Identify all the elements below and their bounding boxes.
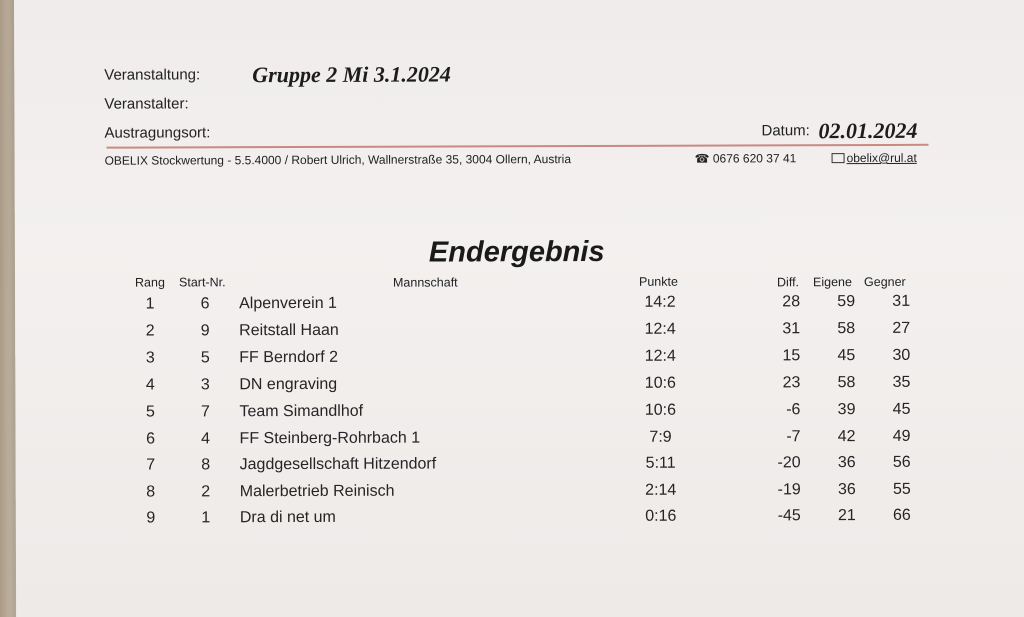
- diff-cell: -45: [777, 507, 801, 525]
- phone-contact: [695, 151, 797, 165]
- rank-cell: 7: [146, 456, 156, 474]
- own-cell: 45: [837, 347, 856, 365]
- team-cell: Dra di net um: [239, 508, 336, 527]
- own-cell: 58: [837, 320, 856, 338]
- diff-cell: 31: [782, 320, 801, 338]
- rank-cell: 6: [146, 430, 156, 448]
- own-cell: 39: [837, 401, 856, 419]
- own-cell: 59: [837, 293, 856, 311]
- opp-cell: 31: [892, 292, 911, 310]
- col-header-points: Punkte: [638, 274, 678, 289]
- table-row: [15, 320, 1015, 349]
- start-cell: 4: [201, 430, 211, 448]
- opp-cell: 27: [892, 319, 911, 337]
- team-cell: Jagdgesellschaft Hitzendorf: [239, 455, 437, 474]
- team-cell: Malerbetrieb Reinisch: [239, 482, 395, 501]
- table-row: [16, 428, 1016, 457]
- table-row: [16, 507, 1016, 536]
- phone-number: 0676 620 37 41: [712, 151, 797, 166]
- points-cell: 14:2: [644, 293, 676, 311]
- diff-cell: 28: [782, 293, 801, 311]
- start-cell: 2: [201, 483, 211, 501]
- results-sheet: [14, 0, 1024, 617]
- rank-cell: 5: [145, 403, 155, 421]
- points-cell: 10:6: [644, 401, 677, 419]
- mail-icon: [832, 153, 845, 163]
- own-cell: 58: [837, 374, 856, 392]
- own-cell: 36: [837, 481, 856, 499]
- opp-cell: 55: [892, 480, 911, 498]
- team-cell: Alpenverein 1: [239, 294, 337, 313]
- start-cell: 9: [200, 322, 210, 340]
- points-cell: 5:11: [645, 454, 676, 472]
- table-row: [16, 481, 1016, 510]
- col-header-own: Eigene: [812, 275, 852, 290]
- diff-cell: 23: [782, 374, 801, 392]
- event-label: Veranstaltung:: [104, 66, 201, 84]
- start-cell: 6: [200, 295, 210, 313]
- software-info: OBELIX Stockwertung - 5.5.4000 / Robert Ulrich, Wallnerstraße 35, 3004 Ollern, Austria: [104, 152, 572, 168]
- table-row: [15, 293, 1015, 322]
- opp-cell: 35: [892, 373, 911, 391]
- rank-cell: 9: [146, 509, 156, 527]
- col-header-opp: Gegner: [863, 274, 906, 290]
- col-header-start: Start-Nr.: [178, 275, 226, 290]
- own-cell: 21: [837, 507, 856, 525]
- team-cell: Team Simandlhof: [239, 402, 364, 421]
- team-cell: FF Berndorf 2: [239, 348, 338, 367]
- points-cell: 7:9: [649, 428, 672, 446]
- team-cell: DN engraving: [239, 375, 338, 394]
- venue-label: Austragungsort:: [104, 124, 211, 142]
- points-cell: 2:14: [645, 481, 677, 499]
- rank-cell: 3: [145, 349, 155, 367]
- diff-cell: -7: [786, 428, 801, 446]
- opp-cell: 56: [892, 453, 911, 471]
- points-cell: 10:6: [644, 374, 676, 392]
- points-cell: 0:16: [645, 507, 677, 525]
- rank-cell: 8: [146, 483, 156, 501]
- team-cell: Reitstall Haan: [239, 321, 339, 340]
- event-value: Gruppe 2 Mi 3.1.2024: [252, 61, 451, 88]
- header-divider: [107, 144, 929, 149]
- col-header-rank: Rang: [134, 275, 165, 290]
- page-title: Endergebnis: [428, 235, 605, 269]
- email-contact: [832, 151, 917, 165]
- col-header-diff: Diff.: [776, 275, 800, 290]
- organizer-label: Veranstalter:: [104, 95, 189, 113]
- opp-cell: 45: [892, 400, 911, 418]
- email-link[interactable]: obelix@rul.at: [846, 150, 917, 166]
- own-cell: 42: [837, 428, 856, 446]
- rank-cell: 1: [145, 295, 155, 313]
- table-row: [15, 401, 1015, 430]
- date-value: 02.01.2024: [818, 117, 918, 144]
- opp-cell: 30: [892, 346, 911, 364]
- start-cell: 7: [200, 403, 210, 421]
- rank-cell: 2: [145, 322, 155, 340]
- diff-cell: 15: [782, 347, 801, 365]
- team-cell: FF Steinberg-Rohrbach 1: [239, 429, 421, 448]
- date-label: Datum:: [761, 122, 810, 140]
- opp-cell: 49: [892, 427, 911, 445]
- table-row: [16, 454, 1016, 483]
- diff-cell: -6: [786, 401, 801, 419]
- start-cell: 3: [200, 376, 210, 394]
- diff-cell: -19: [777, 481, 801, 499]
- own-cell: 36: [837, 454, 856, 472]
- start-cell: 5: [200, 349, 210, 367]
- start-cell: 8: [201, 456, 211, 474]
- diff-cell: -20: [777, 454, 801, 472]
- table-row: [15, 374, 1015, 403]
- start-cell: 1: [201, 509, 211, 527]
- col-header-team: Mannschaft: [392, 275, 458, 290]
- opp-cell: 66: [892, 506, 911, 524]
- points-cell: 12:4: [644, 320, 676, 338]
- phone-icon: ☎: [694, 151, 710, 166]
- rank-cell: 4: [145, 376, 155, 394]
- points-cell: 12:4: [644, 347, 676, 365]
- table-row: [15, 347, 1015, 376]
